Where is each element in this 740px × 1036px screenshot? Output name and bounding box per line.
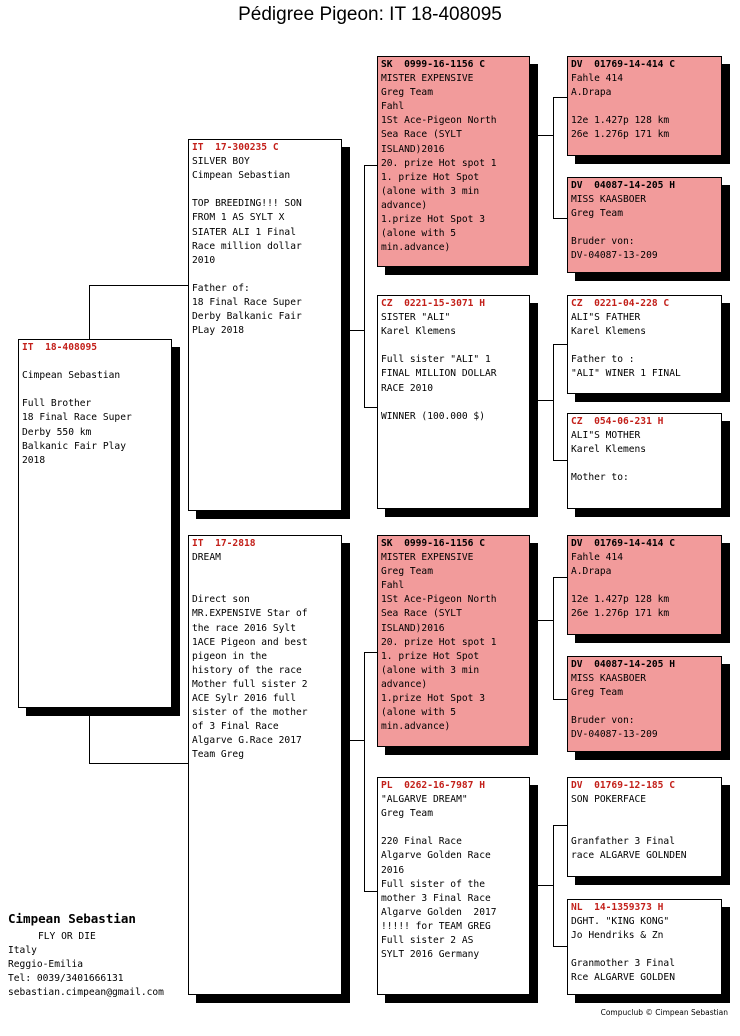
owner-slogan: FLY OR DIE	[38, 931, 96, 942]
pigeon-card-father-father[interactable]	[377, 56, 530, 267]
connector-line	[530, 400, 553, 401]
connector-line	[364, 652, 365, 892]
connector-line	[553, 97, 567, 98]
pigeon-details: ALI"S FATHER Karel Klemens Father to : "ALI" WINER 1 FINAL	[571, 312, 681, 380]
pigeon-card-mother-father[interactable]	[377, 535, 530, 747]
pigeon-card-mother[interactable]	[188, 535, 342, 995]
ring-number: IT 18-408095	[22, 342, 98, 353]
ring-number: DV 01769-14-414 C	[571, 538, 675, 549]
pigeon-card-ff-mother[interactable]	[567, 177, 722, 273]
ring-number: IT 17-2818	[192, 538, 256, 549]
connector-line	[530, 135, 553, 136]
connector-line	[530, 885, 553, 886]
pigeon-card-mother-mother[interactable]	[377, 777, 530, 995]
pigeon-details: ALI"S MOTHER Karel Klemens Mother to:	[571, 430, 647, 484]
connector-line	[364, 891, 377, 892]
pigeon-details: Fahle 414 A.Drapa 12e 1.427p 128 km 26e 1.276p 171 km	[571, 552, 670, 620]
pigeon-card-mf-father[interactable]	[567, 535, 722, 635]
owner-country: Italy	[8, 945, 37, 956]
pigeon-details: MISS KAASBOER Greg Team Bruder von: DV-04087-13-209	[571, 673, 658, 741]
connector-line	[553, 699, 567, 700]
pigeon-card-mm-father[interactable]	[567, 777, 722, 877]
connector-line	[89, 285, 188, 286]
pigeon-details: MISTER EXPENSIVE Greg Team Fahl 1St Ace-Pigeon North Sea Race (SYLT ISLAND)2016 20. prize Hot spot 1 1. prize Hot Spot (alone with 3 min advance) 1.prize Hot Spot 3 (alone with 5 min.advance)	[381, 73, 497, 254]
owner-phone: Tel: 0039/3401666131	[8, 973, 124, 984]
pigeon-details: MISS KAASBOER Greg Team Bruder von: DV-04087-13-209	[571, 194, 658, 262]
connector-line	[553, 825, 554, 947]
ring-number: IT 17-300235 C	[192, 142, 279, 153]
connector-line	[364, 652, 377, 653]
pigeon-details: Fahle 414 A.Drapa 12e 1.427p 128 km 26e 1.276p 171 km	[571, 73, 670, 141]
ring-number: DV 04087-14-205 H	[571, 659, 675, 670]
ring-number: PL 0262-16-7987 H	[381, 780, 485, 791]
connector-line	[364, 165, 365, 408]
page-title: Pédigree Pigeon: IT 18-408095	[238, 4, 502, 25]
connector-line	[342, 330, 365, 331]
connector-line	[553, 218, 567, 219]
connector-line	[89, 285, 90, 339]
footer-credit: Compuclub © Cimpean Sebastian	[600, 1008, 728, 1017]
connector-line	[553, 344, 567, 345]
pigeon-details: MISTER EXPENSIVE Greg Team Fahl 1St Ace-Pigeon North Sea Race (SYLT ISLAND)2016 20. prize Hot spot 1 1. prize Hot Spot (alone with 3 min advance) 1.prize Hot Spot 3 (alone with 5 min.advance)	[381, 552, 497, 733]
connector-line	[553, 97, 554, 219]
connector-line	[553, 577, 554, 700]
connector-line	[342, 740, 365, 741]
owner-email[interactable]: sebastian.cimpean@gmail.com	[8, 987, 164, 998]
ring-number: SK 0999-16-1156 C	[381, 59, 485, 70]
pigeon-details: SISTER "ALI" Karel Klemens Full sister "ALI" 1 FINAL MILLION DOLLAR RACE 2010 WINNER (100.000 $)	[381, 312, 497, 422]
pigeon-card-ff-father[interactable]	[567, 56, 722, 156]
connector-line	[553, 344, 554, 461]
connector-line	[364, 165, 377, 166]
owner-name: Cimpean Sebastian	[8, 911, 136, 926]
pigeon-details: SILVER BOY Cimpean Sebastian TOP BREEDING!!! SON FROM 1 AS SYLT X SIATER ALI 1 Final Race million dollar 2010 Father of: 18 Final Race Super Derby Balkanic Fair PLay 2018	[192, 156, 302, 337]
pigeon-card-subject[interactable]	[18, 339, 172, 708]
ring-number: CZ 0221-04-228 C	[571, 298, 670, 309]
connector-line	[530, 620, 553, 621]
pigeon-card-fm-mother[interactable]	[567, 413, 722, 509]
ring-number: CZ 054-06-231 H	[571, 416, 664, 427]
connector-line	[553, 825, 567, 826]
connector-line	[89, 708, 90, 764]
pigeon-details: "ALGARVE DREAM" Greg Team 220 Final Race Algarve Golden Race 2016 Full sister of the mother 3 Final Race Algarve Golden 2017 !!!!! for TEAM GREG Full sister 2 AS SYLT 2016 Germany	[381, 794, 497, 961]
pigeon-details: SON POKERFACE Granfather 3 Final race ALGARVE GOLNDEN	[571, 794, 687, 862]
connector-line	[364, 407, 377, 408]
pigeon-card-fm-father[interactable]	[567, 295, 722, 394]
pigeon-details: DREAM Direct son MR.EXPENSIVE Star of the race 2016 Sylt 1ACE Pigeon and best pigeon in the history of the race Mother full sister 2 ACE Sylr 2016 full sister of the mother of 3 Final Race Algarve G.Race 2017 Team Greg	[192, 552, 308, 761]
ring-number: DV 01769-12-185 C	[571, 780, 675, 791]
pigeon-card-father[interactable]	[188, 139, 342, 511]
pigeon-details: DGHT. "KING KONG" Jo Hendriks & Zn Granmother 3 Final Rce ALGARVE GOLDEN	[571, 916, 675, 984]
ring-number: DV 04087-14-205 H	[571, 180, 675, 191]
pigeon-card-mm-mother[interactable]	[567, 899, 722, 995]
ring-number: NL 14-1359373 H	[571, 902, 664, 913]
connector-line	[553, 577, 567, 578]
ring-number: CZ 0221-15-3071 H	[381, 298, 485, 309]
pigeon-card-mf-mother[interactable]	[567, 656, 722, 752]
ring-number: SK 0999-16-1156 C	[381, 538, 485, 549]
connector-line	[553, 946, 567, 947]
owner-city: Reggio-Emilia	[8, 959, 84, 970]
owner-info	[8, 912, 208, 1000]
ring-number: DV 01769-14-414 C	[571, 59, 675, 70]
pigeon-card-father-mother[interactable]	[377, 295, 530, 509]
connector-line	[553, 460, 567, 461]
pigeon-details: Cimpean Sebastian Full Brother 18 Final Race Super Derby 550 km Balkanic Fair Play 2018	[22, 370, 132, 466]
connector-line	[89, 763, 188, 764]
